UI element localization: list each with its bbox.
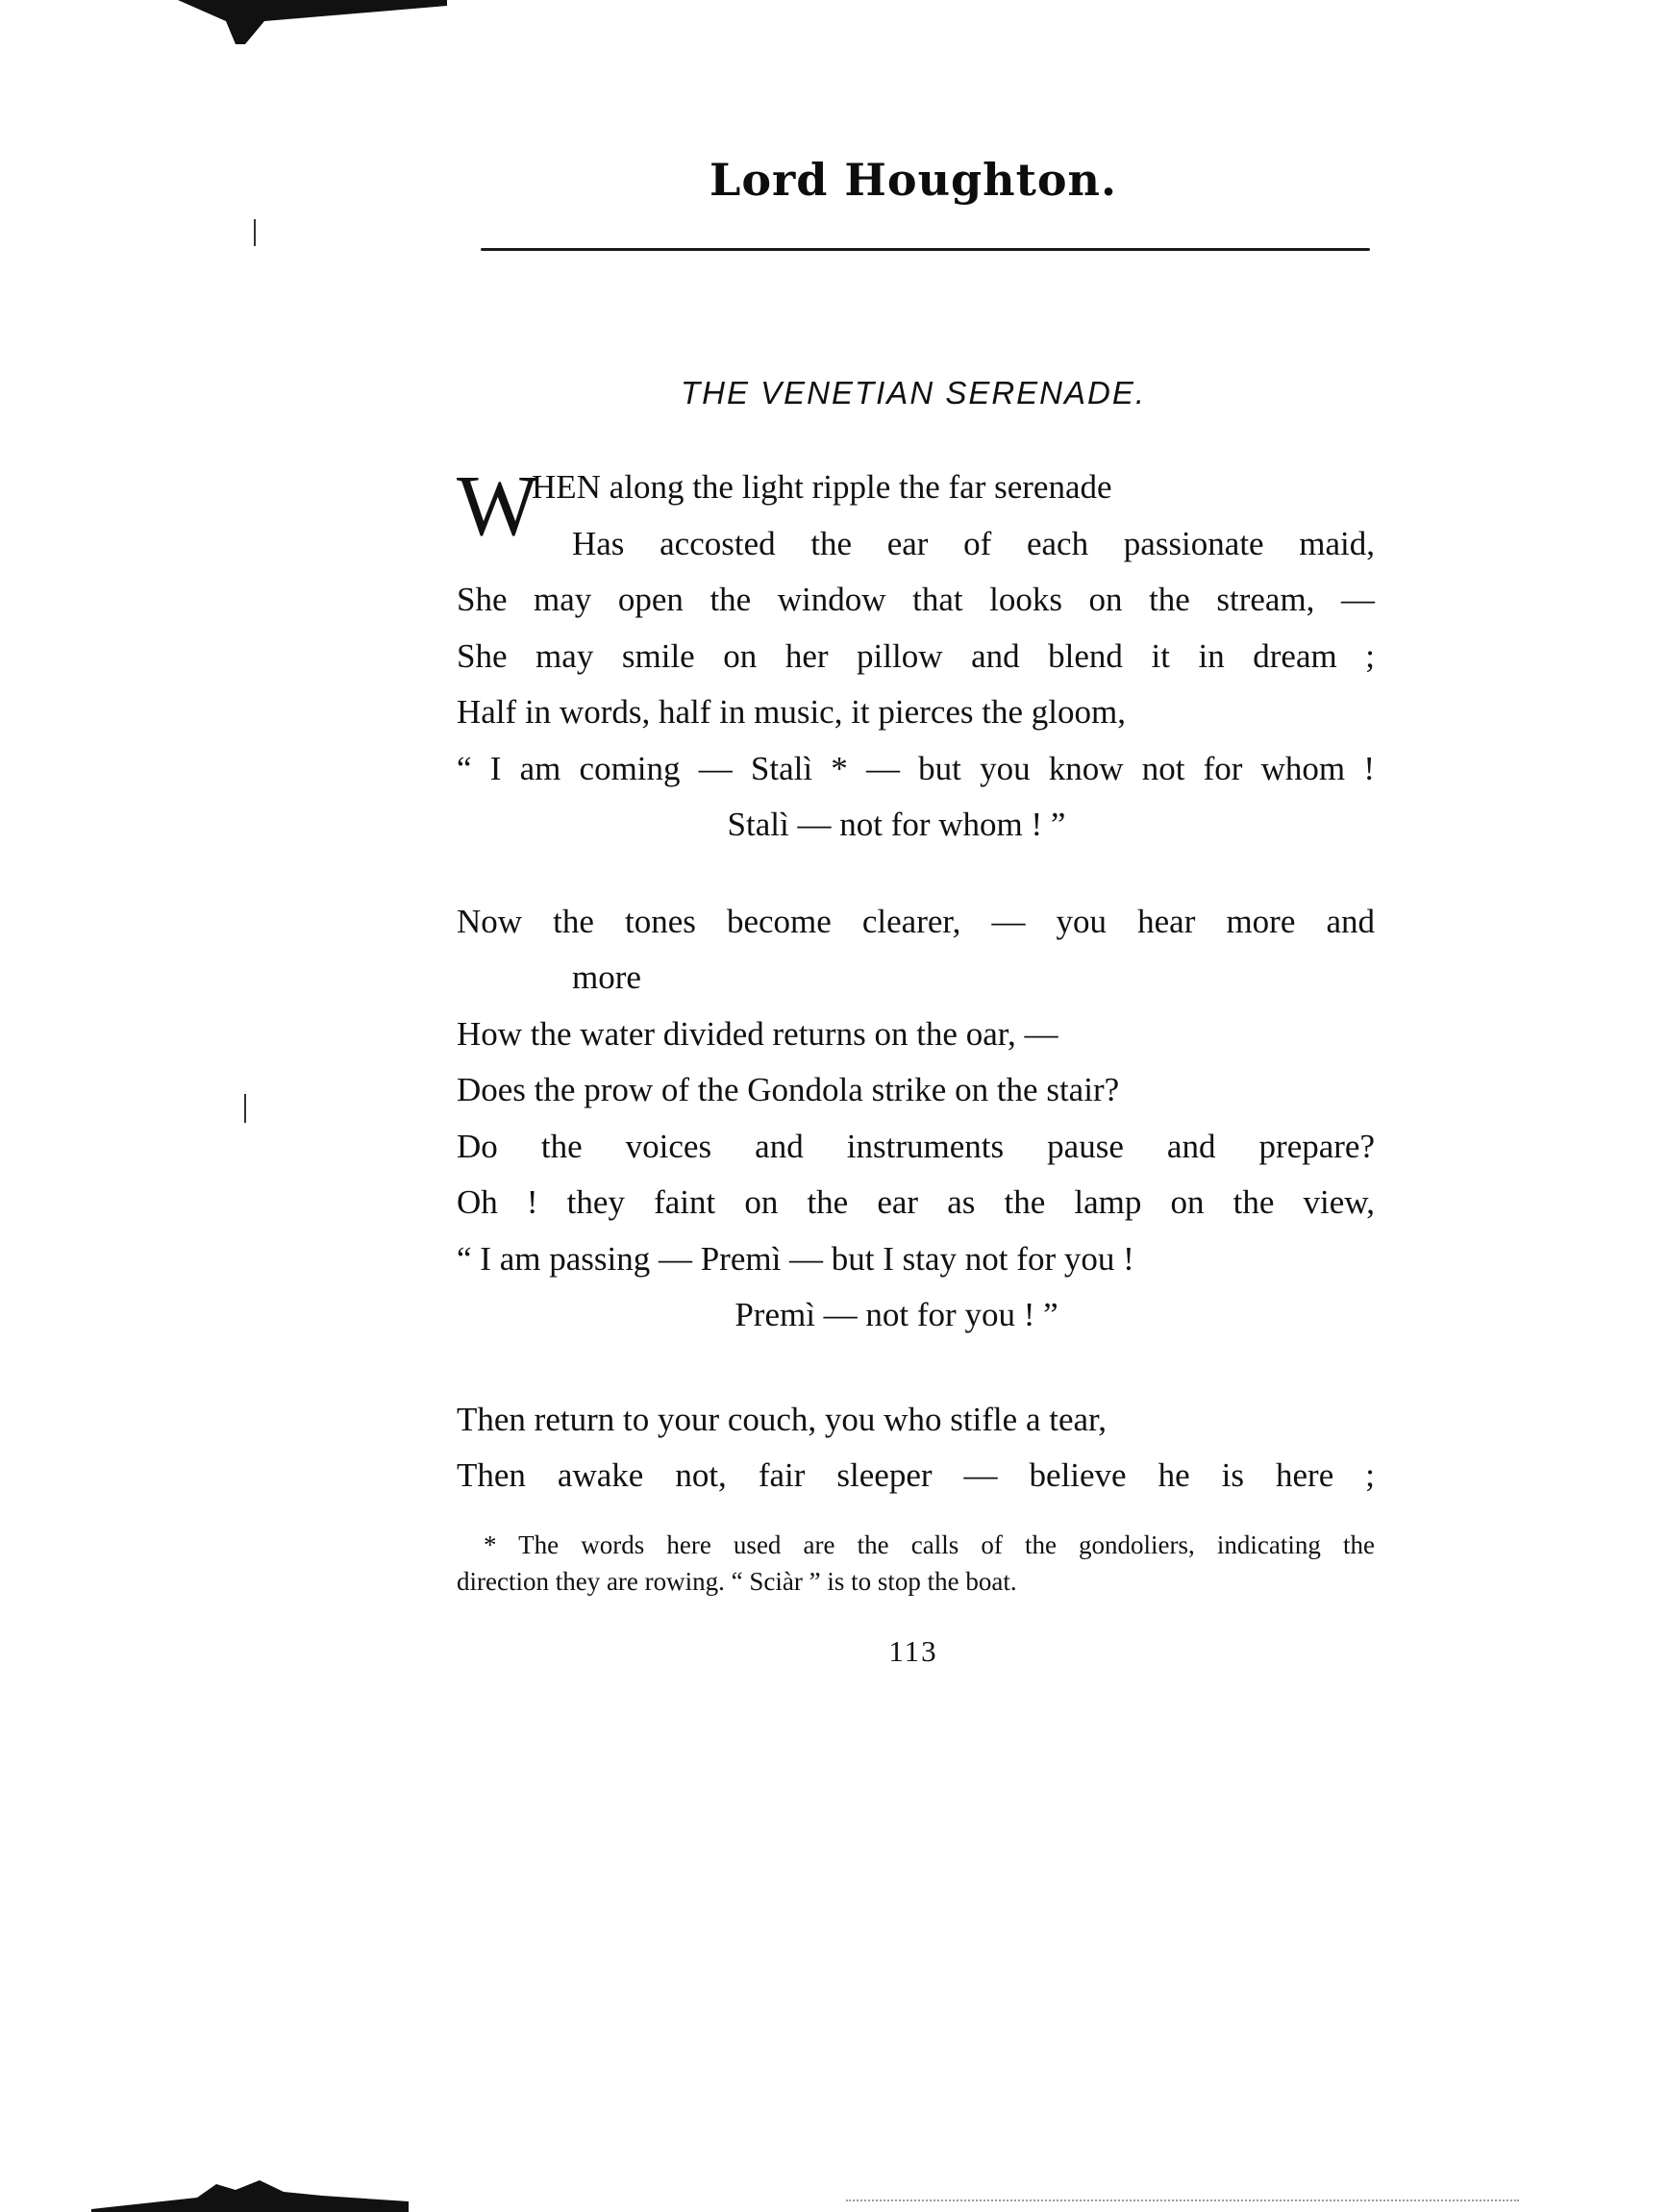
poem-line-continuation: more [572, 958, 641, 996]
drop-cap: W [457, 459, 538, 554]
scan-corner-artifact-top [178, 0, 447, 46]
footnote-line: direction they are rowing. “ Sciàr ” is to stop the boat. [457, 1567, 1017, 1596]
poem-line: She may smile on her pillow and blend it in dream ; [457, 636, 1375, 675]
poem-refrain: Stalì — not for whom ! ” [727, 806, 1066, 843]
running-header: Lord Houghton. [709, 154, 1118, 206]
page-number: 113 [888, 1634, 938, 1668]
poem-line: Does the prow of the Gondola strike on the stair? [457, 1071, 1120, 1108]
scan-edge-noise [846, 2200, 1519, 2207]
poem-title: THE VENETIAN SERENADE. [680, 375, 1147, 410]
poem-body [457, 460, 1375, 1504]
stanza-break [457, 854, 1375, 894]
poem-line: “ I am passing — Premì — but I stay not for you ! [457, 1239, 1134, 1278]
poem-line: Oh ! they faint on the ear as the lamp on the view, [457, 1183, 1375, 1221]
poem-line: Half in words, half in music, it pierces the gloom, [457, 693, 1126, 731]
poem-line: Then awake not, fair sleeper — believe he is here ; [457, 1456, 1375, 1494]
footnote-line: * The words here used are the calls of the gondoliers, indicating the [484, 1530, 1375, 1559]
poem-line: She may open the window that looks on the stream, — [457, 581, 1375, 618]
poem-line: Then return to your couch, you who stifle a tear, [457, 1400, 1108, 1438]
header-rule [481, 248, 1370, 251]
margin-mark [254, 219, 256, 246]
poem-line: Do the voices and instruments pause and prepare? [457, 1127, 1375, 1165]
poem-line-text: HEN along the light ripple the far serenade [532, 468, 1112, 506]
poem-line: Now the tones become clearer, — you hear more and [457, 902, 1375, 940]
stanza-break [457, 1344, 1375, 1392]
poem-line: Has accosted the ear of each passionate maid, [572, 524, 1375, 562]
margin-mark [244, 1094, 246, 1123]
poem-line: How the water divided returns on the oar, — [457, 1014, 1058, 1053]
scan-corner-artifact-bottom [91, 2163, 409, 2212]
poem-line: “ I am coming — Stalì * — but you know not for whom ! [457, 749, 1375, 787]
poem-refrain: Premì — not for you ! ” [734, 1296, 1058, 1333]
footnote [457, 1527, 1375, 1600]
